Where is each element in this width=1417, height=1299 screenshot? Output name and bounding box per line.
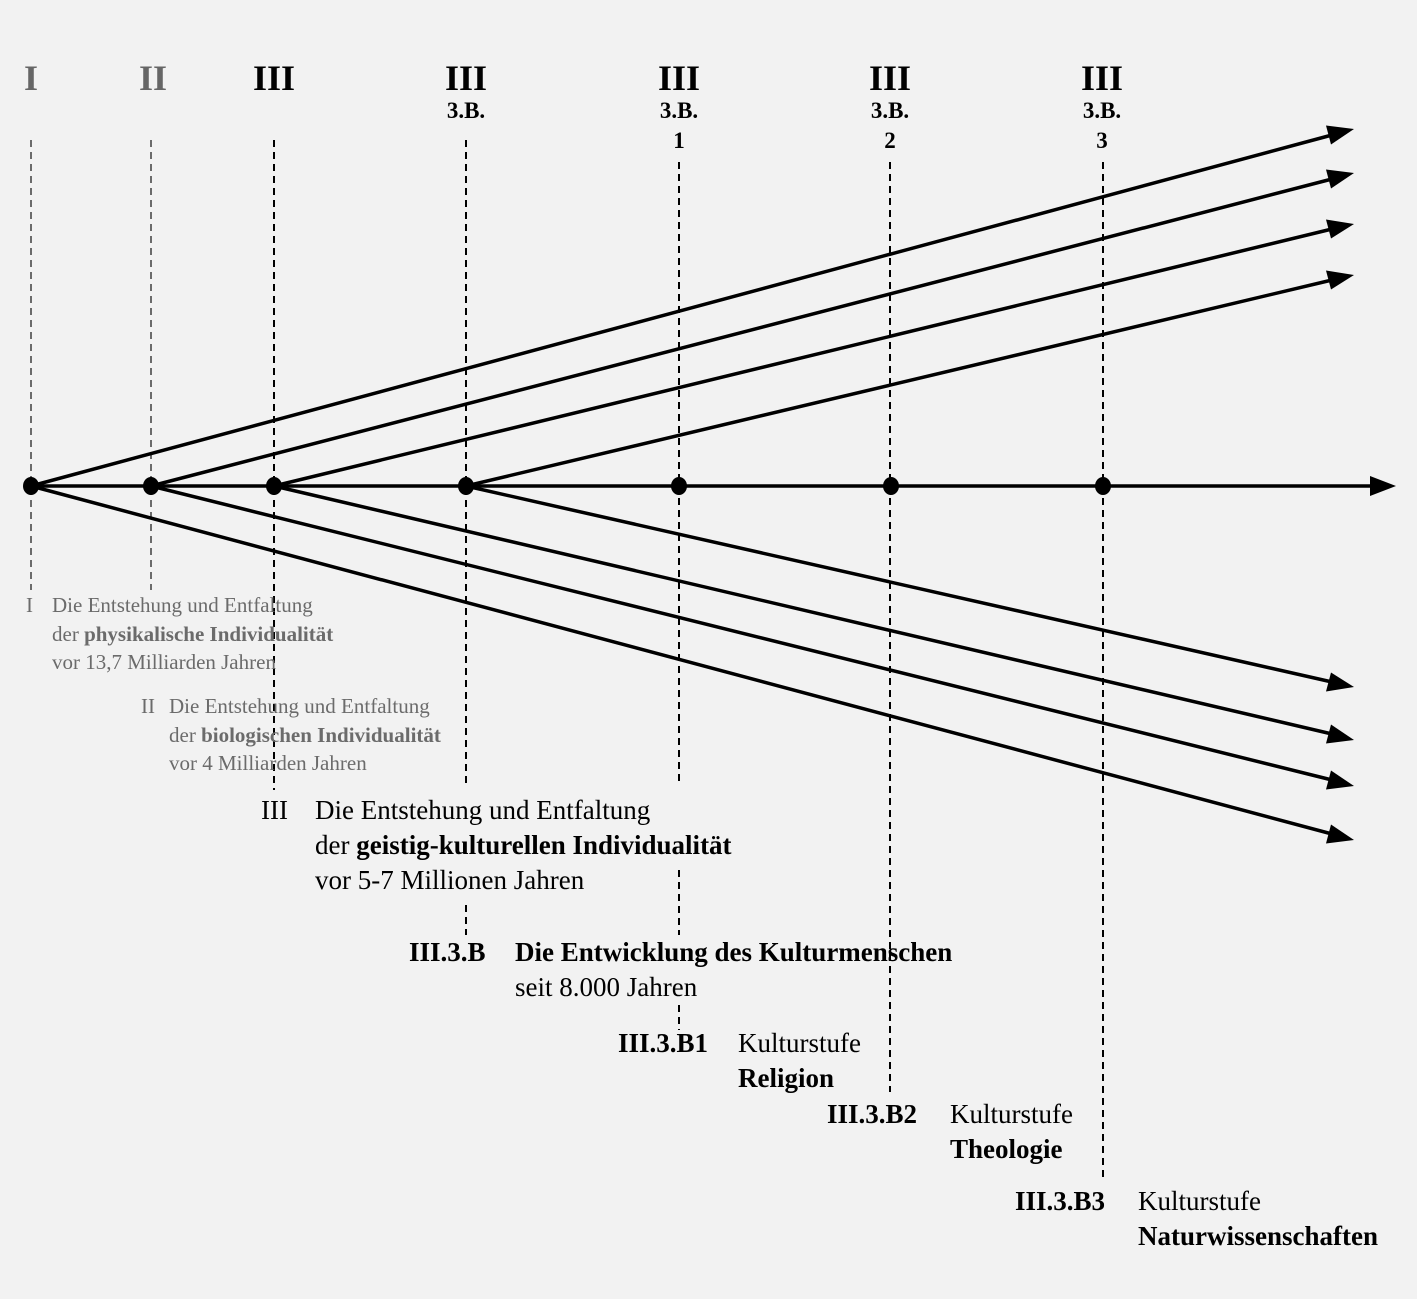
ray-down-4 xyxy=(466,486,1332,682)
header-roman: III xyxy=(252,58,296,98)
description-code: III.3.B xyxy=(409,937,486,967)
description-line-3: vor 4 Milliarden Jahren xyxy=(169,751,367,775)
description-line-2: der biologischen Individualität xyxy=(169,722,441,747)
arrowhead-down-3 xyxy=(1326,725,1354,744)
ray-up-4 xyxy=(466,280,1332,486)
node-ii xyxy=(143,477,159,495)
description-line-1: Die Entstehung und Entfaltung xyxy=(315,795,651,825)
header-num: 3 xyxy=(1096,128,1108,153)
header-roman: III xyxy=(1080,58,1124,98)
header-sub: 3.B. xyxy=(870,98,910,123)
arrowhead-down-2 xyxy=(1326,771,1354,790)
arrowhead-down-1 xyxy=(1326,825,1354,844)
header-num: 2 xyxy=(884,128,896,153)
description-code: III.3.B2 xyxy=(827,1099,918,1129)
description-line-2: Naturwissenschaften xyxy=(1138,1221,1378,1251)
arrowhead-up-1 xyxy=(1326,126,1354,145)
arrowhead-up-2 xyxy=(1326,170,1354,189)
description-line-1: Die Entstehung und Entfaltung xyxy=(52,593,313,617)
description-line-2: Theologie xyxy=(950,1134,1063,1164)
main-axis-arrowhead xyxy=(1370,476,1396,496)
description-code: I xyxy=(26,593,33,617)
node-iii-3b2 xyxy=(883,477,899,495)
node-iii-3b3 xyxy=(1095,477,1111,495)
description-line-1: Kulturstufe xyxy=(1138,1186,1261,1216)
ray-up-2 xyxy=(151,179,1332,486)
description-line-1: Kulturstufe xyxy=(950,1099,1073,1129)
description-line-2: Religion xyxy=(738,1063,835,1093)
header-sub: 3.B. xyxy=(1082,98,1122,123)
header-i xyxy=(11,60,51,96)
header-sub: 3.B. xyxy=(659,98,699,123)
header-iii-3b2 xyxy=(850,60,930,156)
description-code: II xyxy=(141,694,155,718)
description-line-2: der physikalische Individualität xyxy=(52,621,334,646)
node-iii xyxy=(266,477,282,495)
header-iii xyxy=(244,60,304,96)
header-iii-3b3 xyxy=(1062,60,1142,156)
description-line-1: Die Entstehung und Entfaltung xyxy=(169,694,430,718)
header-roman: III xyxy=(444,58,488,98)
description-line-2: seit 8.000 Jahren xyxy=(515,972,698,1002)
description-code: III.3.B1 xyxy=(618,1028,709,1058)
ray-up-3 xyxy=(274,229,1332,486)
node-i xyxy=(23,477,39,495)
header-roman: III xyxy=(657,58,701,98)
header-ii xyxy=(128,60,178,96)
node-iii-3b1 xyxy=(671,477,687,495)
header-num: 1 xyxy=(673,128,685,153)
description-line-1: Kulturstufe xyxy=(738,1028,861,1058)
node-iii-3b xyxy=(458,477,474,495)
description-line-3: vor 5-7 Millionen Jahren xyxy=(315,865,585,895)
description-code: III xyxy=(261,795,288,825)
description-line-1: Die Entwicklung des Kulturmenschen xyxy=(515,937,953,967)
header-iii-3b1 xyxy=(639,60,719,156)
description-code: III.3.B3 xyxy=(1015,1186,1106,1216)
arrowhead-up-4 xyxy=(1326,271,1354,290)
arrowhead-up-3 xyxy=(1326,220,1354,239)
header-roman: I xyxy=(23,58,38,98)
header-roman: III xyxy=(868,58,912,98)
arrowhead-down-4 xyxy=(1326,673,1354,692)
header-sub: 3.B. xyxy=(446,98,486,123)
description-line-2: der geistig-kulturellen Individualität xyxy=(315,830,732,860)
header-roman: II xyxy=(138,58,168,98)
header-iii-3b xyxy=(426,60,506,126)
description-line-3: vor 13,7 Milliarden Jahren xyxy=(52,650,276,674)
